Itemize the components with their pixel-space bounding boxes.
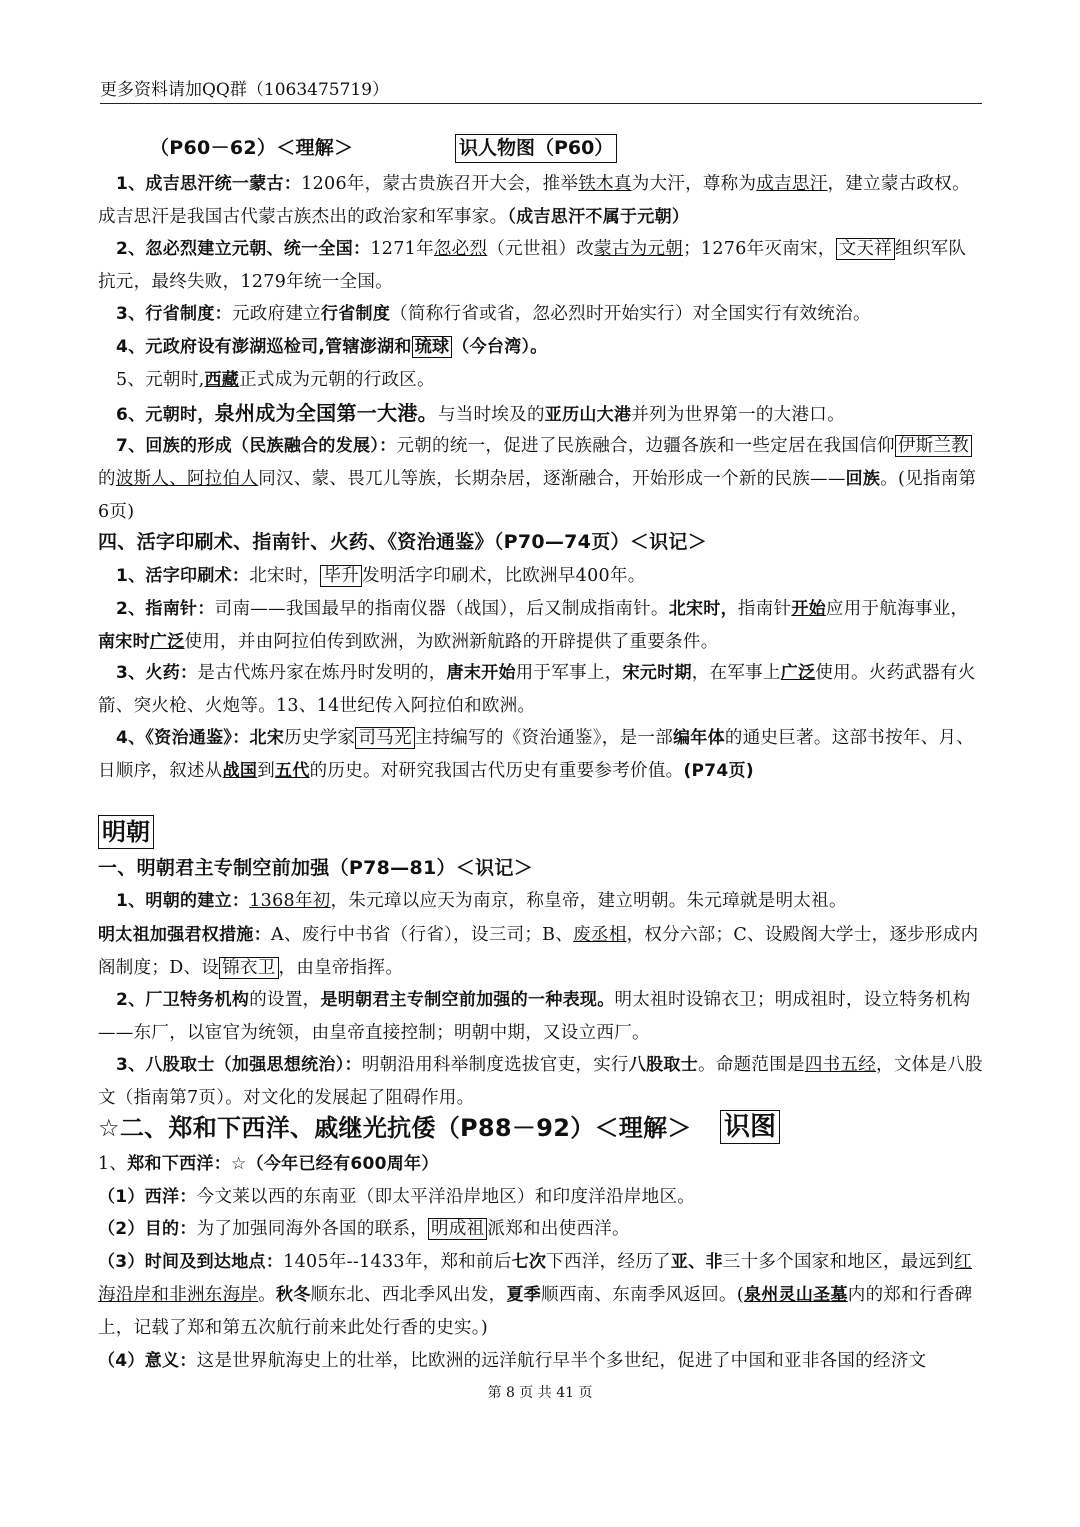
yuan-item-1: 1、成吉思汗统一蒙古：1206年，蒙古贵族召开大会，推举铁木真为大汗，尊称为成吉思汗，建立蒙古政权。成吉思汗是我国古代蒙古族杰出的政治家和军事家。（成吉思汗不属于元朝） (98, 174, 970, 227)
map-box-label: 识人物图（P60） (455, 134, 617, 163)
four-item-4: 4、《资治通鉴》：北宋历史学家 司马光 主持编写的《资治通鉴》，是一部编年体的通史巨著。这部书按年、月、日顺序，叙述从战国到五代的历史。对研究我国古代历史有重要参考价值。(P74页) (98, 728, 975, 781)
page-footer: 第 8 页 共 41 页 (487, 1385, 593, 1401)
zhenghe-time: （3）时间及到达地点：1405年--1433年，郑和前后七次下西洋，经历了亚、非三十多个国家和地区，最远到红海沿岸和非洲东海岸。秋冬顺东北、西北季风出发，夏季顺西南、东南季风返回。(泉州灵山圣墓内的郑和行香碑上，记载了郑和第五次航行前来此处行香的史实。) (98, 1252, 973, 1338)
section-heading-yuan: （P60－62）＜理解＞ (150, 137, 354, 159)
ming-p2: 明太祖加强君权措施：A、废行中书省（行省），设三司；B、废丞相，权分六部；C、设殿阁大学士，逐步形成内阁制度；D、设 锦衣卫 ，由皇帝指挥。 (98, 925, 979, 978)
zhenghe-xiyang: （1）西洋：今文莱以西的东南亚（即太平洋沿岸地区）和印度洋沿岸地区。 (98, 1187, 696, 1207)
zhenghe-meaning: （4）意义：这是世界航海史上的壮举，比欧洲的远洋航行早半个多世纪，促进了中国和亚非各国的经济文 (98, 1351, 927, 1371)
yuan-item-5: 5、元朝时,西藏正式成为元朝的行政区。 (116, 370, 435, 390)
zhenghe-subheading: 1、郑和下西洋：☆（今年已经有600周年） (98, 1154, 439, 1174)
ming-p4: 3、八股取士（加强思想统治）：明朝沿用科举制度选拔官吏，实行八股取士。命题范围是四书五经，文体是八股文（指南第7页）。对文化的发展起了阻碍作用。 (98, 1055, 983, 1108)
yuan-item-4: 4、元政府设有澎湖巡检司,管辖澎湖和 琉球 （今台湾）。 (116, 337, 548, 357)
ming-title: 明朝 (98, 815, 154, 849)
ming-p1: 1、明朝的建立：1368年初，朱元璋以应天为南京，称皇帝，建立明朝。朱元璋就是明太祖。 (116, 891, 847, 911)
ming-heading-1: 一、明朝君主专制空前加强（P78—81）＜识记＞ (98, 857, 534, 879)
ming-map-box: 识图 (720, 1110, 780, 1144)
section-heading-four: 四、活字印刷术、指南针、火药、《资治通鉴》（P70—74页）＜识记＞ (98, 531, 708, 553)
ming-p3: 2、厂卫特务机构的设置，是明朝君主专制空前加强的一种表现。明太祖时设锦衣卫；明成祖时，设立特务机构——东厂，以宦官为统领，由皇帝直接控制；明朝中期，又设立西厂。 (98, 990, 971, 1043)
four-item-3: 3、火药：是古代炼丹家在炼丹时发明的，唐末开始用于军事上，宋元时期，在军事上广泛使用。火药武器有火箭、突火枪、火炮等。13、14世纪传入阿拉伯和欧洲。 (98, 663, 976, 716)
four-item-1: 1、活字印刷术：北宋时， 毕升 发明活字印刷术，比欧洲早400年。 (116, 566, 646, 586)
four-item-2: 2、指南针：司南——我国最早的指南仪器（战国），后又制成指南针。北宋时，指南针开始应用于航海事业，南宋时广泛使用，并由阿拉伯传到欧洲，为欧洲新航路的开辟提供了重要条件。 (98, 599, 969, 652)
yuan-item-3: 3、行省制度：元政府建立行省制度（简称行省或省，忽必烈时开始实行）对全国实行有效统治。 (116, 304, 871, 324)
zhenghe-goal: （2）目的：为了加强同海外各国的联系， 明成祖 派郑和出使西洋。 (98, 1219, 630, 1239)
page-header: 更多资料请加QQ群（1063475719） (100, 78, 982, 104)
ming-heading-2: ☆二、郑和下西洋、戚继光抗倭（P88－92）＜理解＞ (98, 1114, 692, 1142)
yuan-item-7: 7、回族的形成（民族融合的发展）：元朝的统一，促进了民族融合，边疆各族和一些定居在我国信仰 伊斯兰教的波斯人、阿拉伯人同汉、蒙、畏兀儿等族，长期杂居，逐渐融合，开始形成一个新的民族——回族。(见指南第6页) (98, 436, 977, 522)
yuan-item-6: 6、元朝时，泉州成为全国第一大港。与当时埃及的亚历山大港并列为世界第一的大港口。 (116, 401, 845, 425)
yuan-item-2: 2、忽必烈建立元朝、统一全国：1271年忽必烈（元世祖）改蒙古为元朝；1276年灭南宋， 文天祥 组织军队抗元，最终失败，1279年统一全国。 (98, 239, 967, 292)
